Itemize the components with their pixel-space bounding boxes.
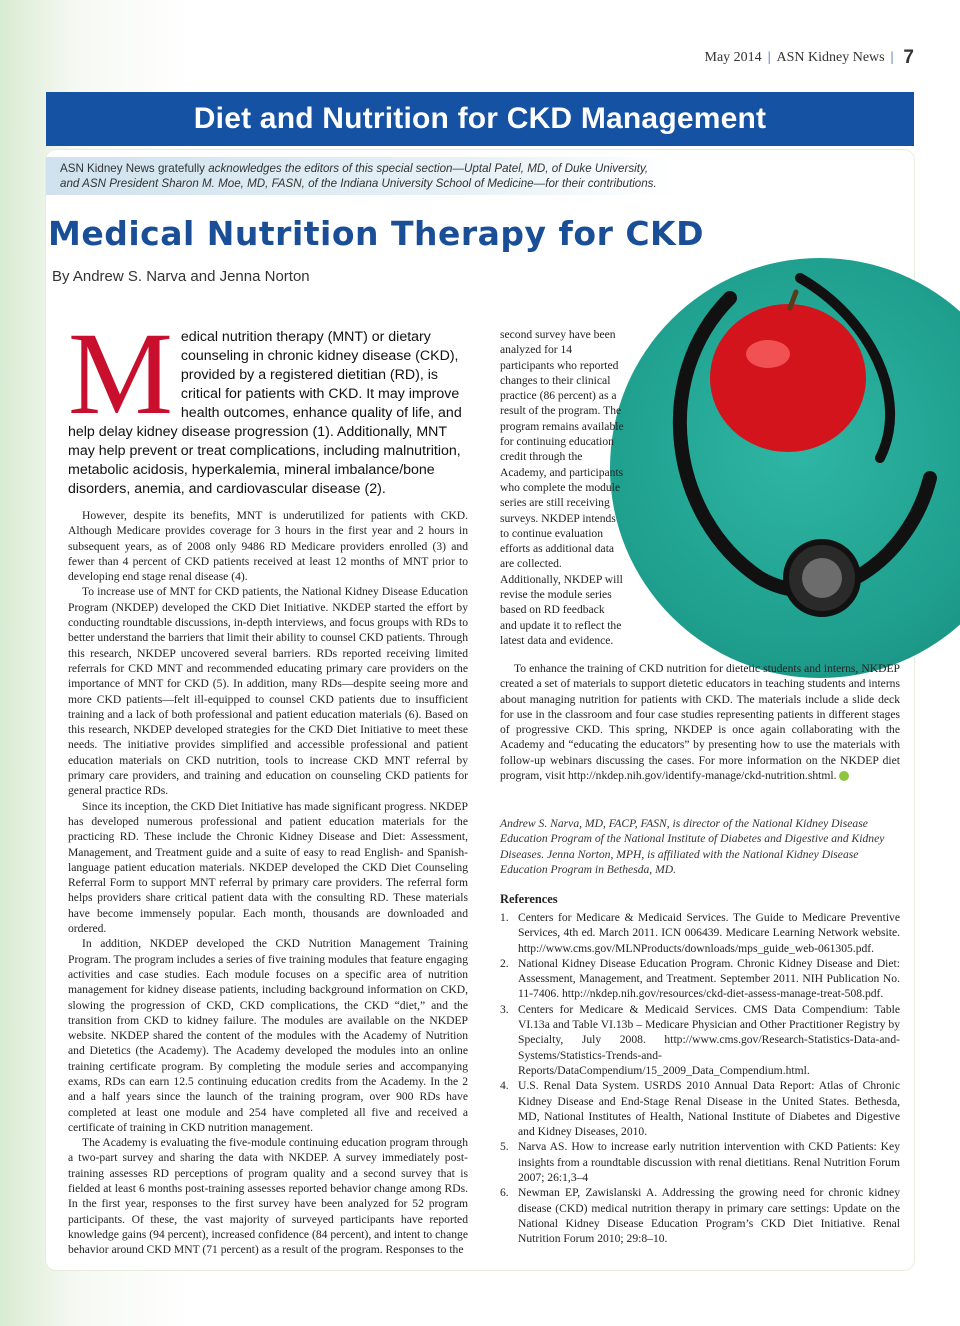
body-column-right	[500, 661, 900, 783]
references-heading: References	[500, 892, 558, 906]
reference-number: 2.	[500, 956, 509, 970]
byline: By Andrew S. Narva and Jenna Norton	[52, 268, 310, 285]
issue-date: May 2014	[704, 50, 762, 65]
article-title: Medical Nutrition Therapy for CKD	[48, 214, 705, 253]
body-text: To enhance the training of CKD nutrition for dietetic students and interns, NKDEP created a set of materials to support dietetic educators in teaching students and interns about managing nutrition for patients with CKD. The materials include a slide deck for use in the classroom and four case studies representing patients in different stages of progressive CKD. This spring, NKDEP is once again collaborating with the Academy and “educating the educators” by presenting how to use the materials with follow-up webinars discussing the cases. For more information on the NKDEP diet program, visit http://nkdep.nih.gov/identify-manage/ckd-nutrition.shtml.	[500, 662, 900, 783]
reference-item	[500, 956, 900, 1002]
body-paragraph	[500, 661, 900, 783]
reference-text: U.S. Renal Data System. USRDS 2010 Annual Data Report: Atlas of Chronic Kidney Disease and End-Stage Renal Disease in the United States. Bethesda, MD, National Institutes of Health, National Institute of Diabetes and Digestive and Kidney Diseases, 2010.	[518, 1079, 900, 1139]
reference-number: 5.	[500, 1140, 509, 1154]
separator: |	[767, 50, 771, 65]
reference-text: Centers for Medicare & Medicaid Services. The Guide to Medicare Preventive Services, 4th ed. March 2011. ICN 006439. Medicare Learning Network website. http://www.cms.gov/MLNProducts/downloads/mps_guide_web-061305.pdf.	[518, 911, 900, 955]
reference-number: 3.	[500, 1002, 509, 1016]
body-paragraph: However, despite its benefits, MNT is underutilized for patients with CKD. Although Medicare provides coverage for 3 hours in the first year and 2 hours in subsequent years, as of 2008 only 9486 RD Medicare providers enrolled (3) and fewer than 4 percent of CKD patients received at least 12 months of MNT prior to developing end stage renal disease (4).	[68, 509, 468, 584]
reference-number: 4.	[500, 1079, 509, 1093]
reference-text: National Kidney Disease Education Program. Chronic Kidney Disease and Diet: Assessment, Management, and Treatment. September 2011. NIH Publication No. 11-7406. http://nkdep.nih.gov/resources/ckd-diet-assess-manage-treat-508.pdf.	[518, 956, 900, 1001]
references-list	[500, 910, 900, 1247]
reference-text: Newman EP, Zawislanski A. Addressing the growing need for chronic kidney disease (CKD) medical nutrition therapy in primary care settings: Update on the National Kidney Disease Education Program’s CKD Diet Initiative. Renal Nutrition Forum 2010; 29:8–10.	[518, 1186, 900, 1246]
author-bio: Andrew S. Narva, MD, FACP, FASN, is director of the National Kidney Disease Education Program of the National Institute of Diabetes and Digestive and Kidney Diseases. Jenna Norton, MPH, is affiliated with the National Kidney Disease Education Program in Bethesda, MD.	[500, 817, 885, 876]
green-dot-icon	[839, 771, 849, 781]
drop-cap: M	[68, 308, 173, 439]
body-paragraph: The Academy is evaluating the five-module continuing education program through a two-part survey and sharing the data with NKDEP. A survey immediately post-training assesses RD perceptions of program quality and a second survey that is fielded at least 6 months post-training assesses reported behavior change among RDs. In the first year, responses to the first survey have been analyzed for 52 program participants. Of these, the vast majority of surveyed participants have reported knowledge gains (94 percent), increased confidence (84 percent), and intent to change behavior around CKD MNT (71 percent) as a result of the program. Responses to the	[68, 1136, 468, 1257]
running-head	[705, 47, 914, 69]
reference-text: Centers for Medicare & Medicaid Services. CMS Data Compendium: Table VI.13a and Table VI.13b – Medicare Physician and Other Practitioner Registry by Specialty, July 2008. http://www.cms.gov/Research-Statistics-Data-and-Systems/Statistics-Trends-and-Reports/DataCompendium/15_2009_Data_Compendium.html.	[518, 1002, 900, 1077]
acknowledgment-italic: acknowledges the editors of this special section—Uptal Patel, MD, of Duke University, and ASN President Sharon M. Moe, MD, FASN, of the Indiana University School of Medicine—for their contributions.	[60, 162, 657, 190]
reference-number: 6.	[500, 1186, 509, 1200]
body-column-right-narrow	[500, 327, 624, 648]
reference-item	[500, 1078, 900, 1139]
lead-paragraph	[68, 308, 468, 499]
body-paragraph: Since its inception, the CKD Diet Initiative has made significant progress. NKDEP has developed numerous professional and patient education materials for the practicing RD. These include the Chronic Kidney Disease and Diet: Assessment, Management, and Treatment guide and a suite of easy to read English- and Spanish-language patient education materials. NKDEP developed the CKD Diet Counseling Referral Form to support MNT referral by primary care providers. The referral form helps providers share critical patient data with the consulting RD. These materials have become immensely popular. Each month, thousands are downloaded and ordered.	[68, 799, 468, 936]
reference-item	[500, 1139, 900, 1185]
body-column-left	[68, 508, 468, 1258]
reference-item	[500, 910, 900, 956]
body-paragraph: second survey have been analyzed for 14 participants who reported changes to their clinical practice (86 percent) as a result of the program. The program remains available for continuing education credit through the Academy, and participants who complete the module series are still receiving surveys. NKDEP intends to continue evaluation efforts as additional data are collected. Additionally, NKDEP will revise the module series based on RD feedback and update it to reflect the latest data and evidence.	[500, 328, 624, 647]
reference-text: Narva AS. How to increase early nutrition intervention with CKD Patients: Key insights from a roundtable discussion with renal dietitians. Renal Nutrition Forum 2007; 26:1,3–4	[518, 1140, 900, 1185]
reference-item	[500, 1185, 900, 1246]
apple-stethoscope-photo	[610, 258, 960, 678]
page-number: 7	[903, 47, 914, 68]
body-paragraph: In addition, NKDEP developed the CKD Nutrition Management Training Program. The program includes a series of five training modules that feature engaging activities and case studies. Each module focuses on a specific area of nutrition management for kidney disease patients, including background information on CKD, slowing the progression of CKD, CKD complications, the CKD “diet,” and the transition from CKD to kidney failure. The modules are available on the NKDEP website. NKDEP shared the content of the modules with the Academy of Nutrition and Dietetics (the Academy). The Academy developed the modules into an online training certificate program. By completing the module series and accompanying exams, RDs can earn 12.5 continuing education credits from the Academy. In the 2 and a half years since the launch of the training program, over 900 RDs have completed at least one module and 254 have completed all five and received a certificate of training in CKD nutrition management.	[68, 937, 468, 1134]
reference-number: 1.	[500, 911, 509, 924]
lead-text: edical nutrition therapy (MNT) or dietary counseling in chronic kidney disease (CKD), provided by a registered dietitian (RD), is critical for patients with CKD. It may improve health outcomes, enhance quality of life, and help delay kidney disease progression (1). Additionally, MNT may help prevent or treat complications, including malnutrition, metabolic acidosis, hyperkalemia, mineral imbalance/bone disorders, anemia, and cardiovascular disease (2).	[68, 329, 462, 497]
acknowledgment-plain: ASN Kidney News gratefully	[60, 162, 209, 175]
separator: |	[890, 50, 894, 65]
body-paragraph: To increase use of MNT for CKD patients, the National Kidney Disease Education Program (NKDEP) developed the CKD Diet Initiative. NKDEP started the effort by conducting roundtable discussions, in-depth interviews, and focus groups with RDs to better understand the barriers that limit their ability to counsel CKD patients. Through this research, NKDEP uncovered several barriers. RDs reported receiving limited referrals for CKD MNT and recommended educating primary care providers on the importance of MNT for CKD (5). In addition, many RDs—despite seeing more and more CKD patients—felt ill-equipped to counsel CKD patients due to insufficient training and a lack of both professional and patient education materials (6). Based on this research, NKDEP developed strategies for the CKD Diet Initiative to meet these needs. The initiative provides simplified and accessible professional and patient education materials on CKD nutrition, tools to increase CKD MNT referral by primary care providers, and training and education on counseling CKD patients for general practice RDs.	[68, 585, 468, 798]
reference-item	[500, 1002, 900, 1078]
acknowledgment-box	[46, 157, 674, 195]
apple-stethoscope-illustration	[610, 258, 960, 678]
section-banner: Diet and Nutrition for CKD Management	[46, 92, 914, 146]
publication-name: ASN Kidney News	[776, 50, 885, 65]
